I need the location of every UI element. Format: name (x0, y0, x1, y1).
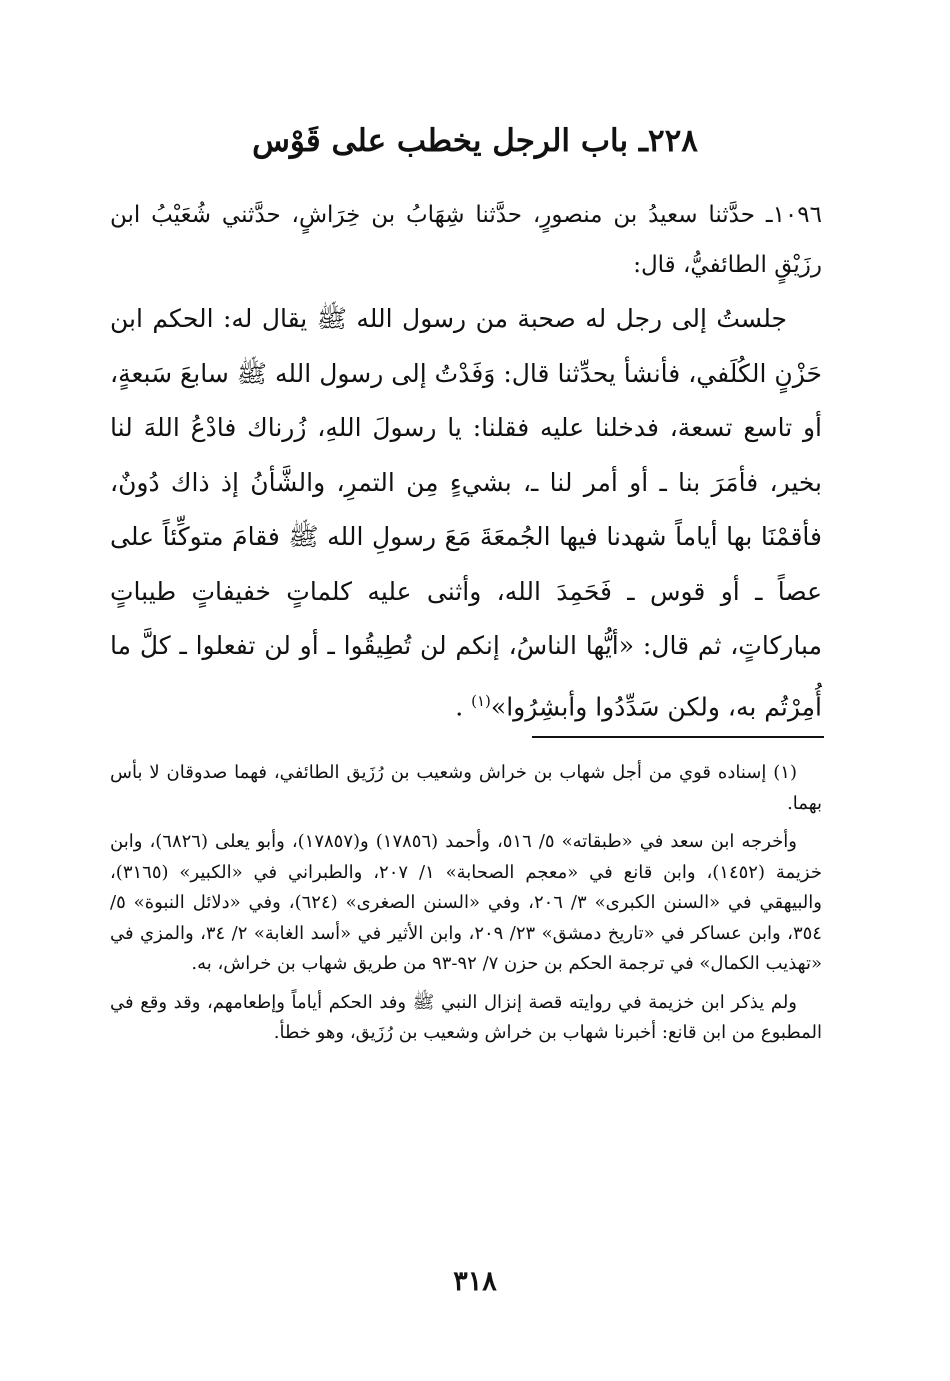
hadith-matn-text: جلستُ إلى رجل له صحبة من رسول الله ﷺ يقال له: الحكم ابن حَزْنٍ الكُلَفي، فأنشأ يحدِّثنا قال: وَفَدْتُ إلى رسول الله ﷺ سابعَ سَبعةٍ، أو تاسع تسعة، فدخلنا عليه فقلنا: يا رسولَ اللهِ، زُرناك فادْعُ اللهَ لنا بخير، فأمَرَ بنا ـ أو أمر لنا ـ، بشيءٍ مِن التمرِ، والشَّأنُ إذ ذاك دُونٌ، فأقمْنَا بها أياماً شهدنا فيها الجُمعَةَ مَعَ رسولِ الله ﷺ فقامَ متوكِّئاً على عصاً ـ أو قوس ـ فَحَمِدَ الله، وأثنى عليه كلماتٍ خفيفاتٍ طيباتٍ مباركاتٍ، ثم قال: «أيُّها الناسُ، إنكم لن تُطِيقُوا ـ أو لن تفعلوا ـ كلَّ ما أُمِرْتُم به، ولكن سَدِّدُوا وأبشِرُوا» (110, 304, 822, 721)
page-number: ٣١٨ (453, 1266, 497, 1297)
chapter-title: ٢٢٨ـ باب الرجل يخطب على قَوْس (252, 123, 698, 159)
footnote-marker: (١) (471, 691, 491, 710)
footnote-1: (١) إسناده قوي من أجل شهاب بن خراش وشعيب بن رُزَيق الطائفي، فهما صدوقان لا بأس بهما. (110, 762, 822, 814)
hadith-isnad: ١٠٩٦ـ حدَّثنا سعيدُ بن منصورٍ، حدَّثنا شِهَابُ بن خِرَاشٍ، حدَّثني شُعَيْبُ ابن رزَيْقٍ الطائفيُّ، قال: (110, 202, 822, 278)
footnote-takhrij: وأخرجه ابن سعد في «طبقاته» ٥/ ٥١٦، وأحمد (١٧٨٥٦) و(١٧٨٥٧)، وأبو يعلى (٦٨٢٦)، وابن خزيمة (١٤٥٢)، وابن قانع في «معجم الصحابة» ١/ ٢٠٧، والطبراني في «الكبير» (٣١٦٥)، والبيهقي في «السنن الكبرى» ٣/ ٢٠٦، وفي «السنن الصغرى» (٦٢٤)، وفي «دلائل النبوة» ٥/ ٣٥٤، وابن عساكر في «تاريخ دمشق» ٢٣/ ٢٠٩، وابن الأثير في «أسد الغابة» ٢/ ٣٤، والمزي في «تهذيب الكمال» في ترجمة الحكم بن حزن ٧/ ٩٢-٩٣ من طريق شهاب بن خراش، به. (110, 831, 822, 974)
hadith-matn (110, 292, 822, 734)
footnote-divider (532, 736, 824, 738)
matn-end-mark: . (455, 691, 464, 721)
footnote-note: ولم يذكر ابن خزيمة في روايته قصة إنزال النبي ﷺ وفد الحكم أياماً وإطعامهم، وقد وقع في المطبوع من ابن قانع: أخبرنا شهاب بن خراش وشعيب بن رُزَيق، وهو خطأ. (110, 991, 822, 1043)
footnotes-section (110, 758, 822, 1057)
